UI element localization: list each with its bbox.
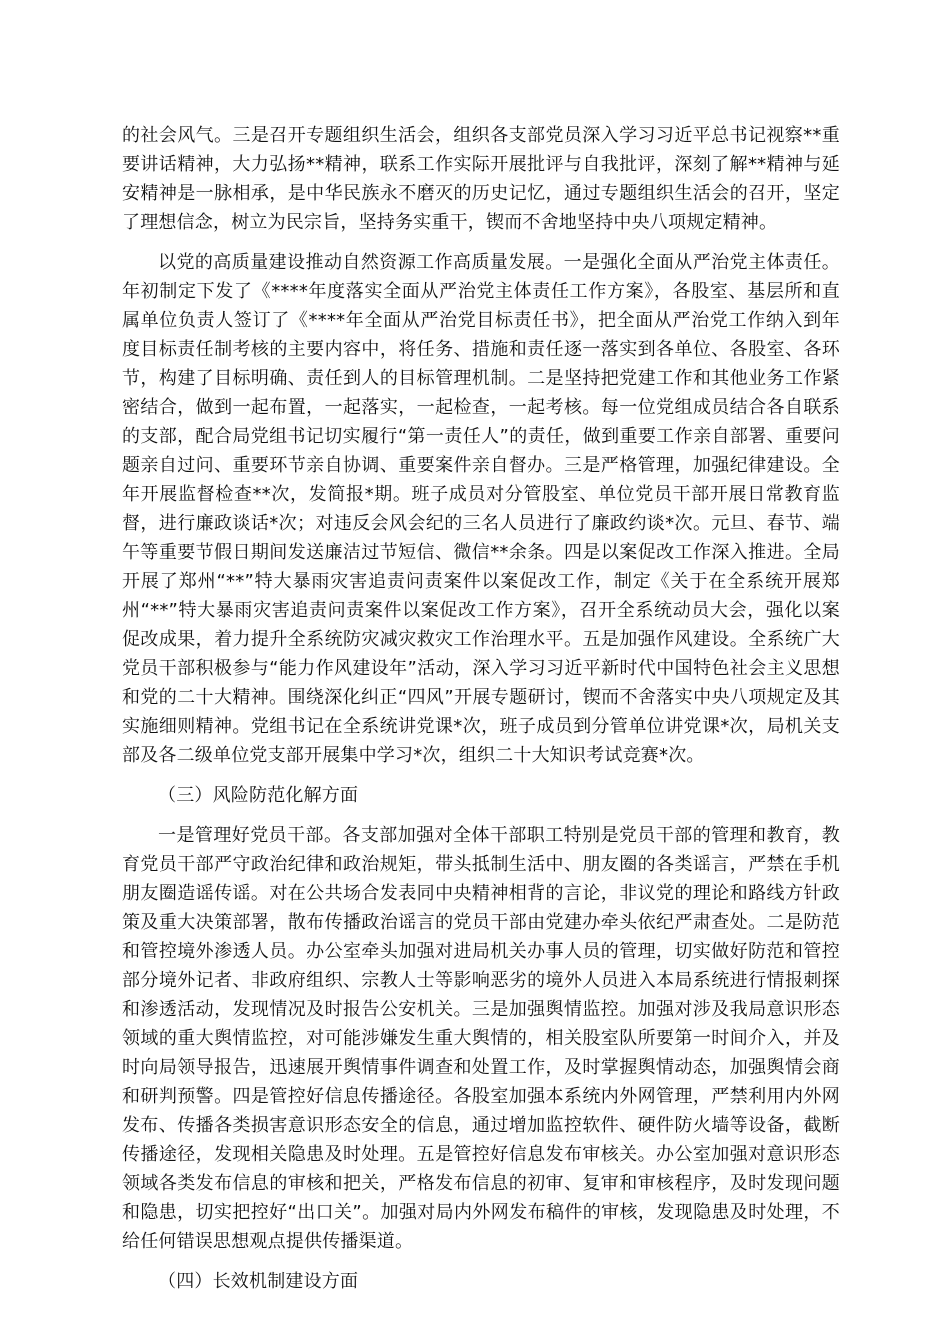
paragraph-continuation: 的社会风气。三是召开专题组织生活会，组织各支部党员深入学习习近平总书记视察**重要讲话精神，大力弘扬**精神，联系工作实际开展批评与自我批评，深刻了解**精神与延安精神是一脉相承，是中华民族永不磨灭的历史记忆，通过专题组织生活会的召开，坚定了理想信念，树立为民宗旨，坚持务实重干，锲而不舍地坚持中央八项规定精神。	[122, 125, 840, 233]
paragraph-party-building: 以党的高质量建设推动自然资源工作高质量发展。一是强化全面从严治党主体责任。年初制定下发了《****年度落实全面从严治党主体责任工作方案》，各股室、基层所和直属单位负责人签订了《****年全面从严治党目标责任书》，把全面从严治党工作纳入到年度目标责任制考核的主要内容中，将任务、措施和责任逐一落实到各单位、各股室、各环节，构建了目标明确、责任到人的目标管理机制。二是坚持把党建工作和其他业务工作紧密结合，做到一起布置，一起落实，一起检查，一起考核。每一位党组成员结合各自联系的支部，配合局党组书记切实履行“第一责任人”的责任，做到重要工作亲自部署、重要问题亲自过问、重要环节亲自协调、重要案件亲自督办。三是严格管理，加强纪律建设。全年开展监督检查**次，发简报*期。班子成员对分管股室、单位党员干部开展日常教育监督，进行廉政谈话*次；对违反会风会纪的三名人员进行了廉政约谈*次。元旦、春节、端午等重要节假日期间发送廉洁过节短信、微信**余条。四是以案促改工作深入推进。全局开展了郑州“**”特大暴雨灾害追责问责案件以案促改工作，制定《关于在全系统开展郑州“**”特大暴雨灾害追责问责案件以案促改工作方案》，召开全系统动员大会，强化以案促改成果，着力提升全系统防灾减灾救灾工作治理水平。五是加强作风建设。全系统广大党员干部积极参与“能力作风建设年”活动，深入学习习近平新时代中国特色社会主义思想和党的二十大精神。围绕深化纠正“四风”开展专题研讨，锲而不舍落实中央八项规定及其实施细则精神。党组书记在全系统讲党课*次，班子成员到分管单位讲党课*次，局机关支部及各二级单位党支部开展集中学习*次，组织二十大知识考试竞赛*次。	[122, 252, 840, 766]
document-body	[122, 121, 840, 1296]
paragraph-risk-prevention: 一是管理好党员干部。各支部加强对全体干部职工特别是党员干部的管理和教育，教育党员干部严守政治纪律和政治规矩，带头抵制生活中、朋友圈的各类谣言，严禁在手机朋友圈造谣传谣。对在公共场合发表同中央精神相背的言论，非议党的理论和路线方针政策及重大决策部署，散布传播政治谣言的党员干部由党建办牵头依纪严肃查处。二是防范和管控境外渗透人员。办公室牵头加强对进局机关办事人员的管理，切实做好防范和管控部分境外记者、非政府组织、宗教人士等影响恶劣的境外人员进入本局系统进行情报刺探和渗透活动，发现情况及时报告公安机关。三是加强舆情监控。加强对涉及我局意识形态领域的重大舆情监控，对可能涉嫌发生重大舆情的，相关股室队所要第一时间介入，并及时向局领导报告，迅速展开舆情事件调查和处置工作，及时掌握舆情动态，加强舆情会商和研判预警。四是管控好信息传播途径。各股室加强本系统内外网管理，严禁利用内外网发布、传播各类损害意识形态安全的信息，通过增加监控软件、硬件防火墙等设备，截断传播途径，发现相关隐患及时处理。五是管控好信息发布审核关。办公室加强对意识形态领域各类发布信息的审核和把关，严格发布信息的初审、复审和审核程序，及时发现问题和隐患，切实把控好“出口关”。加强对局内外网发布稿件的审核，发现隐患及时处理，不给任何错误思想观点提供传播渠道。	[122, 825, 840, 1252]
section-heading-risk-prevention: （三）风险防范化解方面	[158, 785, 359, 806]
section-heading-long-term-mechanism: （四）长效机制建设方面	[158, 1271, 359, 1292]
